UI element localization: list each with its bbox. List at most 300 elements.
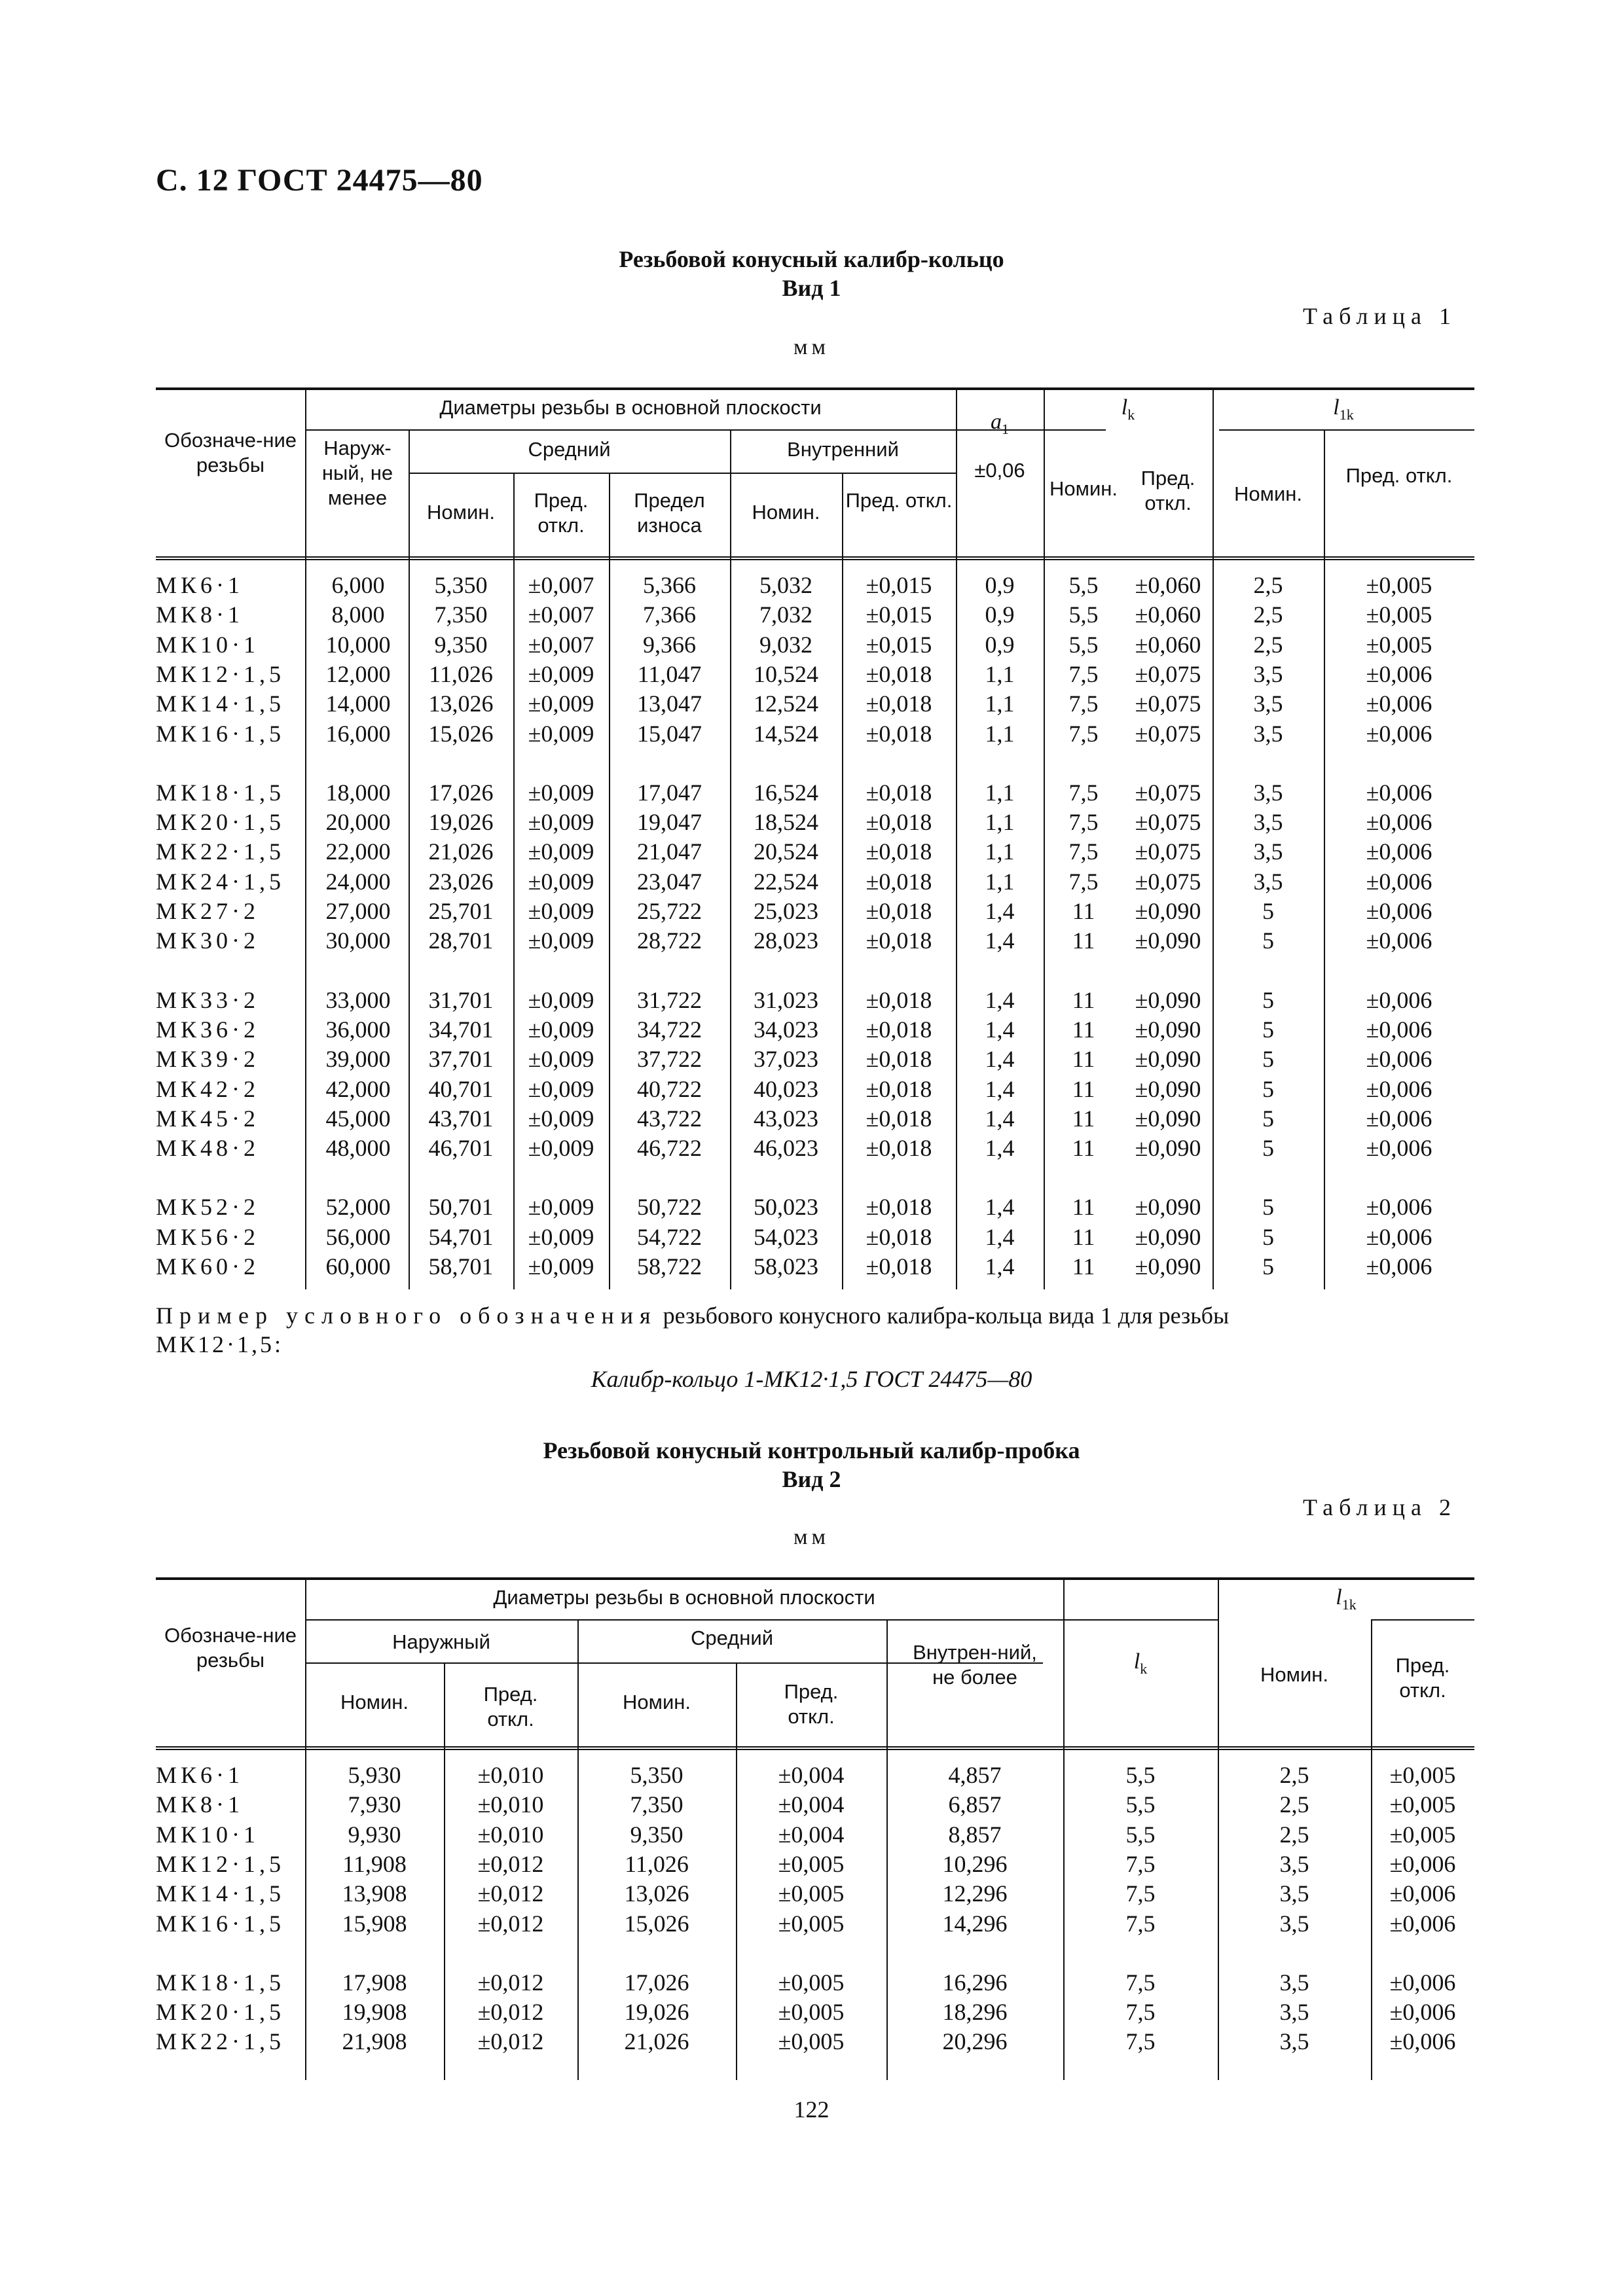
table-cell: ±0,012 <box>477 1850 544 1877</box>
table-cell: ±0,006 <box>1389 1850 1456 1877</box>
table-cell: 46,722 <box>637 1135 702 1162</box>
table-cell: 3,5 <box>1253 868 1283 895</box>
table-cell: ±0,015 <box>866 572 932 598</box>
thread-designation: МК52·2 <box>156 1194 260 1221</box>
table-cell: ±0,075 <box>1135 660 1201 687</box>
table-cell: 5,930 <box>348 1762 401 1788</box>
table-cell: ±0,006 <box>1366 1046 1432 1073</box>
table-cell: 3,5 <box>1253 691 1283 717</box>
table-cell: 11,026 <box>429 660 493 687</box>
page-header: С. 12 ГОСТ 24475—80 <box>156 163 483 198</box>
table-cell: 1,4 <box>985 1135 1015 1162</box>
table-cell: 11 <box>1072 1135 1095 1162</box>
table-cell: ±0,005 <box>778 1880 845 1907</box>
table-row <box>156 1045 1474 1074</box>
table-cell: 16,524 <box>754 779 818 806</box>
t1-head-a1-tol: ±0,06 <box>974 459 1025 482</box>
table-cell: ±0,006 <box>1366 986 1432 1013</box>
table-cell: ±0,005 <box>1366 631 1432 658</box>
table2 <box>156 1577 1474 2080</box>
table-cell: 15,026 <box>624 1910 689 1937</box>
table-cell: 3,5 <box>1253 809 1283 836</box>
table-cell: ±0,010 <box>477 1821 544 1848</box>
table-cell: 34,722 <box>637 1016 702 1043</box>
table-cell: 5,5 <box>1068 572 1099 598</box>
table-cell: 3,5 <box>1279 1999 1309 2026</box>
table-cell: ±0,006 <box>1366 1194 1432 1221</box>
table-cell: ±0,007 <box>528 572 594 598</box>
table-cell: ±0,004 <box>778 1791 845 1818</box>
table-cell: ±0,009 <box>528 868 594 895</box>
thread-designation: МК14·1,5 <box>156 691 285 717</box>
table-cell: ±0,006 <box>1366 809 1432 836</box>
table-cell: 19,908 <box>342 1999 407 2026</box>
table-cell: 3,5 <box>1253 779 1283 806</box>
table-cell: 1,1 <box>985 779 1015 806</box>
table-row <box>156 660 1474 689</box>
table-cell: 7,366 <box>643 601 696 628</box>
table-cell: 1,4 <box>985 927 1015 954</box>
table-cell: ±0,009 <box>528 1046 594 1073</box>
table-cell: 11,908 <box>342 1850 407 1877</box>
table-row <box>156 867 1474 897</box>
table-cell: 5 <box>1262 898 1274 924</box>
table-cell: 1,1 <box>985 838 1015 865</box>
thread-designation: МК22·1,5 <box>156 838 285 865</box>
table-cell: ±0,090 <box>1135 1135 1201 1162</box>
table-cell: 21,908 <box>342 2028 407 2055</box>
table-cell: ±0,007 <box>528 631 594 658</box>
table-cell: 9,350 <box>630 1821 684 1848</box>
table2-subtitle: Вид 2 <box>782 1466 841 1492</box>
table-row <box>156 808 1474 837</box>
table-cell: 21,047 <box>637 838 702 865</box>
table-cell: 40,701 <box>428 1075 494 1102</box>
table-cell: 5,350 <box>630 1762 684 1788</box>
table-cell: ±0,005 <box>778 1969 845 1996</box>
table2-label: Таблица 2 <box>1303 1494 1457 1520</box>
table-cell: ±0,075 <box>1135 779 1201 806</box>
table-row <box>156 897 1474 926</box>
table-cell: 24,000 <box>325 868 391 895</box>
table-cell: 9,350 <box>434 631 488 658</box>
table-row <box>156 1820 1474 1850</box>
table-cell: ±0,006 <box>1389 1910 1456 1937</box>
table-cell: 7,350 <box>434 601 488 628</box>
table-cell: ±0,005 <box>778 2028 845 2055</box>
thread-designation: МК16·1,5 <box>156 720 285 747</box>
table-row <box>156 1015 1474 1045</box>
table-cell: 1,1 <box>985 809 1015 836</box>
table-cell: ±0,075 <box>1135 809 1201 836</box>
thread-designation: МК33·2 <box>156 986 260 1013</box>
table-cell: ±0,009 <box>528 1105 594 1132</box>
table-cell: ±0,018 <box>866 720 932 747</box>
table-cell: 15,908 <box>342 1910 407 1937</box>
table-row <box>156 1223 1474 1252</box>
table-cell: ±0,009 <box>528 1194 594 1221</box>
thread-designation: МК24·1,5 <box>156 868 285 895</box>
table-cell: 3,5 <box>1253 838 1283 865</box>
table-cell: ±0,090 <box>1135 1223 1201 1250</box>
t1-head-l1k-nom: Номин. <box>1234 482 1302 505</box>
table-cell: ±0,009 <box>528 1016 594 1043</box>
table-cell: ±0,012 <box>477 1880 544 1907</box>
t2-head-inner: Внутрен-ний, не более <box>913 1641 1037 1689</box>
table-cell: 1,4 <box>985 986 1015 1013</box>
table-cell: ±0,005 <box>1389 1821 1456 1848</box>
t1-head-mid-wear: Предел износа <box>634 489 705 537</box>
table-cell: ±0,018 <box>866 868 932 895</box>
table-cell: ±0,006 <box>1366 691 1432 717</box>
t2-head-middle: Средний <box>690 1626 774 1649</box>
t1-head-mid-nom: Номин. <box>427 501 495 524</box>
table-cell: 58,023 <box>754 1253 818 1280</box>
table-cell: 56,000 <box>325 1223 391 1250</box>
table-cell: 7,5 <box>1068 779 1099 806</box>
table-cell: 13,047 <box>637 691 702 717</box>
table-row <box>156 1790 1474 1820</box>
table-cell: ±0,009 <box>528 927 594 954</box>
table-cell: ±0,009 <box>528 691 594 717</box>
table1-label: Таблица 1 <box>1303 303 1457 329</box>
table-cell: ±0,006 <box>1366 868 1432 895</box>
table-cell: ±0,009 <box>528 660 594 687</box>
table-cell: 18,296 <box>942 1999 1008 2026</box>
table-cell: 40,023 <box>754 1075 818 1102</box>
table-cell: ±0,018 <box>866 1046 932 1073</box>
table-cell: ±0,007 <box>528 601 594 628</box>
table-cell: ±0,009 <box>528 809 594 836</box>
table-cell: 19,047 <box>637 809 702 836</box>
table-cell: 28,023 <box>754 927 818 954</box>
table-cell: 1,1 <box>985 691 1015 717</box>
table-cell: 5,350 <box>434 572 488 598</box>
table-cell: 11 <box>1072 1194 1095 1221</box>
table-cell: ±0,009 <box>528 720 594 747</box>
table-cell: 7,5 <box>1068 691 1099 717</box>
table-cell: 25,023 <box>754 898 818 924</box>
table-row <box>156 719 1474 749</box>
table-cell: ±0,090 <box>1135 1194 1201 1221</box>
table-cell: 54,701 <box>428 1223 494 1250</box>
table-cell: 43,701 <box>428 1105 494 1132</box>
table-cell: ±0,006 <box>1366 1135 1432 1162</box>
table-row <box>156 1879 1474 1909</box>
table-cell: 5 <box>1262 1223 1274 1250</box>
table-cell: 37,023 <box>754 1046 818 1073</box>
table-cell: ±0,012 <box>477 1999 544 2026</box>
table-cell: 43,023 <box>754 1105 818 1132</box>
table-cell: 52,000 <box>325 1194 391 1221</box>
table-cell: 5,032 <box>759 572 812 598</box>
table-row <box>156 986 1474 1015</box>
table-cell: 11 <box>1072 1223 1095 1250</box>
table-cell: ±0,009 <box>528 1253 594 1280</box>
table-cell: 8,857 <box>948 1821 1002 1848</box>
thread-designation: МК48·2 <box>156 1135 260 1162</box>
table-cell: 5,5 <box>1125 1821 1156 1848</box>
table-cell: 5 <box>1262 1253 1274 1280</box>
thread-designation: МК16·1,5 <box>156 1910 285 1937</box>
table-cell: 5,5 <box>1125 1791 1156 1818</box>
table-cell: 13,026 <box>428 691 494 717</box>
table-cell: ±0,060 <box>1135 631 1201 658</box>
table-cell: ±0,006 <box>1366 1105 1432 1132</box>
table-cell: 2,5 <box>1279 1821 1309 1848</box>
table-cell: ±0,018 <box>866 779 932 806</box>
table-cell: ±0,005 <box>1389 1791 1456 1818</box>
thread-designation: МК6·1 <box>156 572 244 598</box>
table-cell: 17,026 <box>428 779 494 806</box>
table-cell: ±0,006 <box>1366 1223 1432 1250</box>
table2-units: мм <box>793 1525 830 1549</box>
table-cell: 25,722 <box>637 898 702 924</box>
table-cell: ±0,010 <box>477 1762 544 1788</box>
table-cell: 2,5 <box>1253 572 1283 598</box>
table-cell: ±0,015 <box>866 601 932 628</box>
thread-designation: МК8·1 <box>156 1791 244 1818</box>
table-row <box>156 1909 1474 1939</box>
table-cell: ±0,005 <box>1366 572 1432 598</box>
table-cell: 48,000 <box>325 1135 391 1162</box>
table-cell: 14,524 <box>754 720 818 747</box>
table-cell: ±0,006 <box>1366 1253 1432 1280</box>
table-cell: 17,026 <box>624 1969 689 1996</box>
table-row <box>156 1075 1474 1104</box>
table-cell: 7,5 <box>1125 1880 1156 1907</box>
table-cell: ±0,009 <box>528 838 594 865</box>
table-cell: ±0,006 <box>1366 838 1432 865</box>
table-cell: 22,524 <box>754 868 818 895</box>
table-cell: 1,4 <box>985 1253 1015 1280</box>
thread-designation: МК39·2 <box>156 1046 260 1073</box>
table-cell: 22,000 <box>325 838 391 865</box>
table-cell: ±0,018 <box>866 927 932 954</box>
table-cell: 11 <box>1072 1075 1095 1102</box>
thread-designation: МК18·1,5 <box>156 779 285 806</box>
table-cell: ±0,009 <box>528 986 594 1013</box>
t2-head-l1k-nom: Номин. <box>1260 1663 1328 1686</box>
thread-designation: МК36·2 <box>156 1016 260 1043</box>
table-cell: 39,000 <box>325 1046 391 1073</box>
table-cell: 1,4 <box>985 898 1015 924</box>
table-cell: 9,366 <box>643 631 696 658</box>
t1-head-outer: Наруж-ный, не менее <box>321 437 393 509</box>
thread-designation: МК14·1,5 <box>156 1880 285 1907</box>
table-cell: 50,023 <box>754 1194 818 1221</box>
table-cell: 42,000 <box>325 1075 391 1102</box>
table-cell: 4,857 <box>948 1762 1002 1788</box>
table-cell: 5 <box>1262 986 1274 1013</box>
table1-units: мм <box>793 335 830 359</box>
table-cell: 5,5 <box>1125 1762 1156 1788</box>
table-cell: 11 <box>1072 1105 1095 1132</box>
table-cell: 7,5 <box>1125 1850 1156 1877</box>
thread-designation: МК8·1 <box>156 601 244 628</box>
t1-head-mid-dev: Пред. откл. <box>534 489 589 537</box>
table1-subtitle: Вид 1 <box>782 275 841 301</box>
t2-head-outer: Наружный <box>392 1630 490 1653</box>
table-cell: 36,000 <box>325 1016 391 1043</box>
example-rest: резьбового конусного калибра-кольца вида 1 для резьбы <box>657 1302 1230 1329</box>
table-cell: 11 <box>1072 1253 1095 1280</box>
table-cell: 3,5 <box>1253 720 1283 747</box>
table-cell: 5 <box>1262 1075 1274 1102</box>
table-cell: 28,722 <box>637 927 702 954</box>
table-cell: ±0,006 <box>1366 779 1432 806</box>
t1-head-inner-nom: Номин. <box>752 501 820 524</box>
table-cell: 17,047 <box>637 779 702 806</box>
t1-head-l1k-dev: Пред. откл. <box>1345 464 1453 487</box>
table-cell: 5 <box>1262 1105 1274 1132</box>
table-cell: 3,5 <box>1279 1850 1309 1877</box>
table-row <box>156 600 1474 630</box>
table-cell: 8,000 <box>331 601 385 628</box>
t1-head-lk-dev: Пред. откл. <box>1140 467 1195 514</box>
table-cell: ±0,075 <box>1135 868 1201 895</box>
table-cell: ±0,018 <box>866 898 932 924</box>
table-cell: 37,701 <box>428 1046 494 1073</box>
table-cell: 11,026 <box>625 1850 689 1877</box>
t2-head-mid-nom: Номин. <box>623 1691 691 1713</box>
t2-head-lk: $l_k$ <box>1133 1649 1148 1677</box>
table-cell: ±0,006 <box>1389 2028 1456 2055</box>
table-cell: 3,5 <box>1253 660 1283 687</box>
table-row <box>156 1968 1474 1998</box>
t1-head-inner: Внутренний <box>787 438 899 461</box>
table-cell: ±0,009 <box>528 779 594 806</box>
table-cell: ±0,005 <box>778 1999 845 2026</box>
table-cell: 5,5 <box>1068 631 1099 658</box>
table-cell: ±0,006 <box>1389 1880 1456 1907</box>
table-cell: 5,5 <box>1068 601 1099 628</box>
thread-designation: МК45·2 <box>156 1105 260 1132</box>
table-cell: 7,5 <box>1125 1999 1156 2026</box>
t1-head-lk-nom: Номин. <box>1049 477 1118 500</box>
thread-designation: МК12·1,5 <box>156 1850 285 1877</box>
table-row <box>156 926 1474 956</box>
table-cell: 28,701 <box>428 927 494 954</box>
table-cell: ±0,009 <box>528 1075 594 1102</box>
t1-head-l1k: $l_{1k}$ <box>1333 395 1354 423</box>
table-cell: 9,930 <box>348 1821 401 1848</box>
table-cell: 1,1 <box>985 720 1015 747</box>
table-cell: 46,023 <box>754 1135 818 1162</box>
table-cell: 5 <box>1262 1194 1274 1221</box>
table-cell: 43,722 <box>637 1105 702 1132</box>
table-cell: ±0,005 <box>778 1910 845 1937</box>
table-cell: ±0,018 <box>866 691 932 717</box>
table-cell: 7,5 <box>1068 720 1099 747</box>
table-cell: ±0,009 <box>528 898 594 924</box>
table-cell: ±0,090 <box>1135 1016 1201 1043</box>
table-cell: 20,524 <box>754 838 818 865</box>
table-cell: 12,000 <box>325 660 391 687</box>
thread-designation: МК20·1,5 <box>156 1999 285 2026</box>
table-cell: 54,722 <box>637 1223 702 1250</box>
table-cell: 9,032 <box>759 631 812 658</box>
table-row <box>156 1761 1474 1790</box>
table-cell: ±0,018 <box>866 660 932 687</box>
t1-head-middle: Средний <box>528 438 611 461</box>
table-cell: 10,524 <box>754 660 818 687</box>
table-cell: 7,5 <box>1068 838 1099 865</box>
table-cell: 45,000 <box>325 1105 391 1132</box>
table-cell: ±0,005 <box>1389 1762 1456 1788</box>
table-cell: ±0,010 <box>477 1791 544 1818</box>
table-row <box>156 1252 1474 1282</box>
table-cell: ±0,005 <box>778 1850 845 1877</box>
table-cell: 31,701 <box>428 986 494 1013</box>
table-cell: 1,4 <box>985 1046 1015 1073</box>
table-cell: ±0,060 <box>1135 601 1201 628</box>
table2-title: Резьбовой конусный контрольный калибр-пробка <box>543 1437 1080 1463</box>
table-row <box>156 1850 1474 1879</box>
table-cell: 11,047 <box>637 660 702 687</box>
table-cell: 30,000 <box>325 927 391 954</box>
table-cell: ±0,006 <box>1366 1075 1432 1102</box>
table-row <box>156 2027 1474 2056</box>
table-cell: 11 <box>1072 898 1095 924</box>
thread-designation: МК20·1,5 <box>156 809 285 836</box>
t2-head-outer-nom: Номин. <box>340 1691 409 1713</box>
table-cell: 46,701 <box>428 1135 494 1162</box>
table-cell: 18,524 <box>754 809 818 836</box>
table-cell: 1,4 <box>985 1075 1015 1102</box>
table-cell: ±0,090 <box>1135 927 1201 954</box>
table-cell: 6,857 <box>948 1791 1002 1818</box>
page-number: 122 <box>793 2096 830 2123</box>
table-cell: ±0,090 <box>1135 1046 1201 1073</box>
table-cell: 0,9 <box>985 631 1015 658</box>
table-cell: 16,296 <box>942 1969 1008 1996</box>
t1-head-a1: $a_1$ <box>991 410 1009 437</box>
thread-designation: МК30·2 <box>156 927 260 954</box>
table-cell: ±0,018 <box>866 1016 932 1043</box>
table1-title: Резьбовой конусный калибр-кольцо <box>619 246 1004 272</box>
table-cell: ±0,012 <box>477 2028 544 2055</box>
table-row <box>156 1193 1474 1222</box>
thread-designation: МК56·2 <box>156 1223 260 1250</box>
table-cell: 33,000 <box>325 986 391 1013</box>
table-cell: 50,701 <box>428 1194 494 1221</box>
table-cell: 3,5 <box>1279 2028 1309 2055</box>
table-row <box>156 571 1474 600</box>
table-cell: 11 <box>1072 1046 1095 1073</box>
table-cell: 13,908 <box>342 1880 407 1907</box>
table-cell: 12,296 <box>942 1880 1008 1907</box>
table-cell: 7,5 <box>1125 1910 1156 1937</box>
t1-head-lk: $l_k$ <box>1121 395 1135 423</box>
thread-designation: МК10·1 <box>156 1821 260 1848</box>
table-cell: 7,930 <box>348 1791 401 1818</box>
table-cell: 1,4 <box>985 1223 1015 1250</box>
t2-head-mid-dev: Пред. откл. <box>784 1680 839 1728</box>
t2-head-group: Диаметры резьбы в основной плоскости <box>493 1586 875 1609</box>
table-cell: 15,047 <box>637 720 702 747</box>
table-cell: ±0,009 <box>528 1135 594 1162</box>
t2-head-l1k: $l_{1k}$ <box>1336 1585 1357 1613</box>
table-cell: 31,722 <box>637 986 702 1013</box>
table-cell: ±0,004 <box>778 1762 845 1788</box>
table-cell: 21,026 <box>428 838 494 865</box>
table-cell: 2,5 <box>1279 1762 1309 1788</box>
table-cell: ±0,090 <box>1135 1075 1201 1102</box>
table-cell: 13,026 <box>624 1880 689 1907</box>
table-cell: 58,722 <box>637 1253 702 1280</box>
table-cell: 50,722 <box>637 1194 702 1221</box>
